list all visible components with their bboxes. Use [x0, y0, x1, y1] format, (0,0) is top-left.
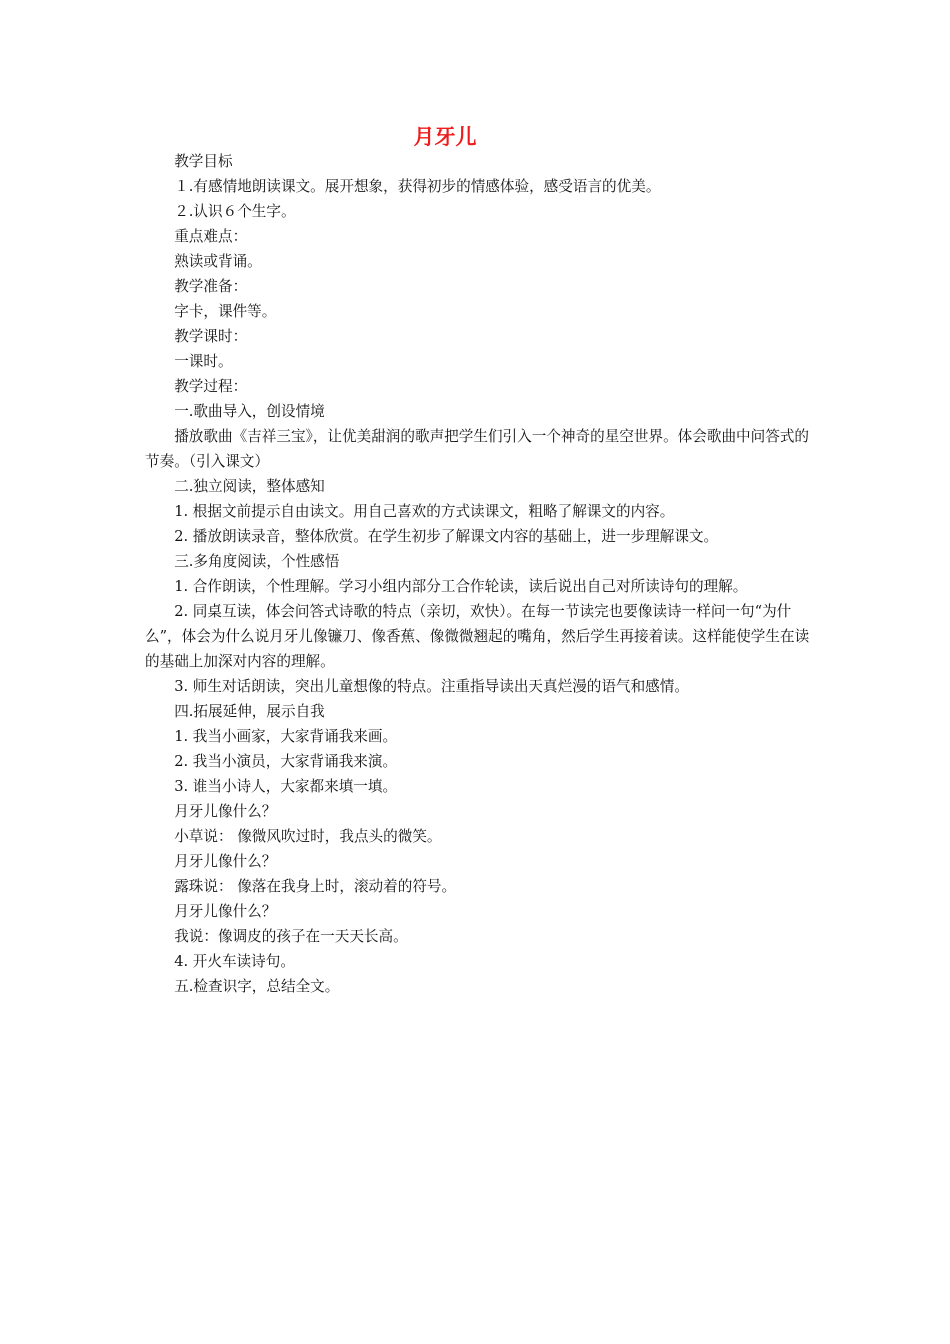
- paragraph-section-3-heading: 三.多角度阅读，个性感悟: [174, 553, 340, 570]
- paragraph-poem-question-2: 月牙儿像什么？: [174, 853, 277, 870]
- paragraph-section-2-item-2: 2. 播放朗读录音，整体欣赏。在学生初步了解课文内容的基础上，进一步理解课文。: [174, 528, 719, 545]
- paragraph-goal-1: １.有感情地朗读课文。展开想象，获得初步的情感体验，感受语言的优美。: [174, 178, 661, 195]
- paragraph-section-1-body: 播放歌曲《吉祥三宝》，让优美甜润的歌声把学生们引入一个神奇的星空世界。体会歌曲中问答式的节奏。（引入课文）: [145, 428, 810, 470]
- paragraph-poem-answer-1: 小草说： 像微风吹过时，我点头的微笑。: [174, 828, 442, 845]
- paragraph-section-1-heading: 一.歌曲导入，创设情境: [174, 403, 325, 420]
- paragraph-section-4-item-3: 3. 谁当小诗人，大家都来填一填。: [174, 778, 398, 795]
- paragraph-section-4-item-4: 4. 开火车读诗句。: [174, 953, 295, 970]
- paragraph-section-4-heading: 四.拓展延伸，展示自我: [174, 703, 325, 720]
- paragraph-goal-2: ２.认识６个生字。: [174, 203, 296, 220]
- document-body: [145, 149, 810, 999]
- paragraph-key-points-heading: 重点难点：: [174, 228, 248, 245]
- paragraph-key-points: 熟读或背诵。: [174, 253, 262, 270]
- paragraph-section-3-item-1: 1. 合作朗读，个性理解。学习小组内部分工合作轮读，读后说出自己对所读诗句的理解。: [174, 578, 748, 595]
- paragraph-teaching-goals: 教学目标: [174, 153, 233, 170]
- paragraph-section-5-heading: 五.检查识字，总结全文。: [174, 978, 340, 995]
- paragraph-lesson-time: 一课时。: [174, 353, 233, 370]
- paragraph-section-2-heading: 二.独立阅读，整体感知: [174, 478, 325, 495]
- paragraph-section-2-item-1: 1. 根据文前提示自由读文。用自己喜欢的方式读课文，粗略了解课文的内容。: [174, 503, 675, 520]
- paragraph-poem-question-1: 月牙儿像什么？: [174, 803, 277, 820]
- paragraph-section-4-item-2: 2. 我当小演员，大家背诵我来演。: [174, 753, 398, 770]
- paragraph-section-4-item-1: 1. 我当小画家，大家背诵我来画。: [174, 728, 398, 745]
- paragraph-poem-question-3: 月牙儿像什么？: [174, 903, 277, 920]
- paragraph-lesson-time-heading: 教学课时：: [174, 328, 248, 345]
- paragraph-preparation: 字卡，课件等。: [174, 303, 277, 320]
- paragraph-section-3-item-3: 3. 师生对话朗读，突出儿童想像的特点。注重指导读出天真烂漫的语气和感情。: [174, 678, 689, 695]
- paragraph-poem-answer-2: 露珠说： 像落在我身上时，滚动着的符号。: [174, 878, 457, 895]
- document-title: 月牙儿: [413, 124, 477, 149]
- paragraph-poem-answer-3: 我说：像调皮的孩子在一天天长高。: [174, 928, 408, 945]
- paragraph-preparation-heading: 教学准备：: [174, 278, 248, 295]
- paragraph-section-3-item-2: 2. 同桌互读，体会问答式诗歌的特点（亲切，欢快）。在每一节读完也要像读诗一样问一句“为什么”，体会为什么说月牙儿像镰刀、像香蕉、像微微翘起的嘴角，然后学生再接着读。这样能使学生在读的基础上加深对内容的理解。: [145, 603, 810, 670]
- paragraph-process-heading: 教学过程：: [174, 378, 248, 395]
